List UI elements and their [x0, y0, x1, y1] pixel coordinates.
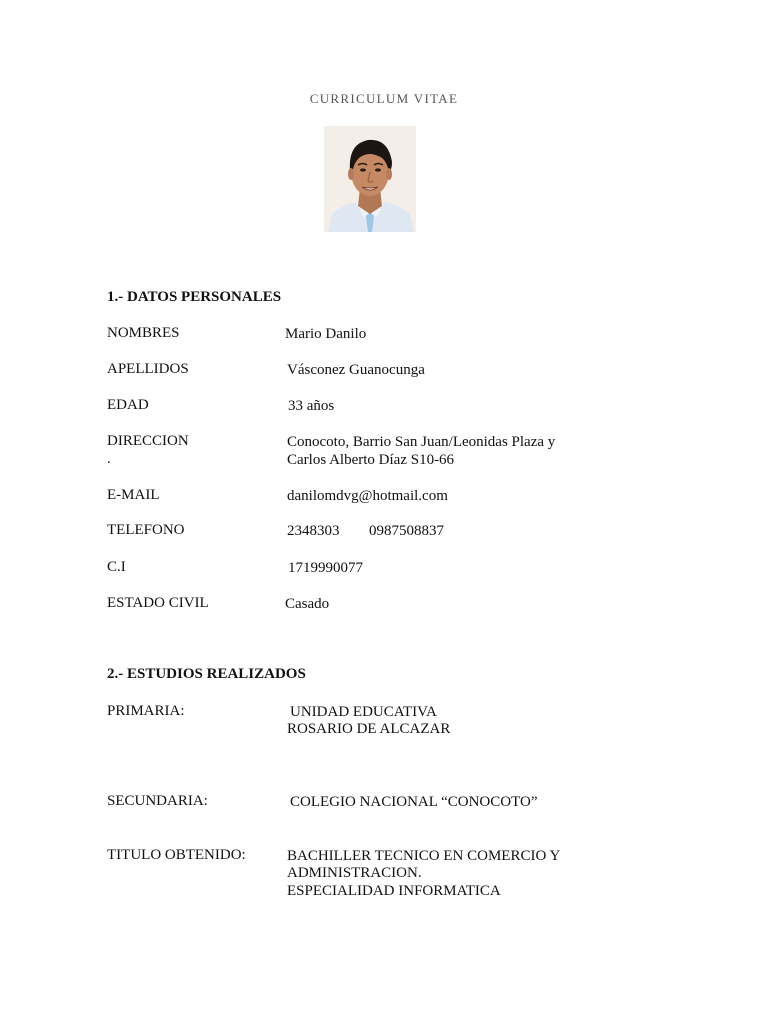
apellidos-label: APELLIDOS	[107, 361, 189, 377]
email-value: danilomdvg@hotmail.com	[287, 488, 448, 504]
secundaria-label: SECUNDARIA:	[107, 793, 208, 809]
edad-label: EDAD	[107, 397, 149, 413]
estado-civil-label: ESTADO CIVIL	[107, 595, 209, 611]
ci-value: 1719990077	[288, 560, 363, 576]
telefono-value-1: 2348303	[287, 523, 340, 539]
titulo-line-3: ESPECIALIDAD INFORMATICA	[287, 883, 501, 899]
secundaria-value: COLEGIO NACIONAL “CONOCOTO”	[290, 794, 538, 810]
primaria-line-2: ROSARIO DE ALCAZAR	[287, 721, 451, 737]
direccion-dot: .	[107, 451, 111, 467]
estado-civil-value: Casado	[285, 596, 330, 612]
ci-label: C.I	[107, 559, 126, 575]
portrait-icon	[324, 126, 416, 232]
direccion-line-2: Carlos Alberto Díaz S10-66	[287, 452, 455, 468]
direccion-label: DIRECCION	[107, 433, 189, 449]
edad-value: 33 años	[288, 398, 335, 414]
apellidos-value: Vásconez Guanocunga	[287, 362, 425, 378]
primaria-line-1: UNIDAD EDUCATIVA	[290, 704, 437, 720]
section-heading-studies: 2.- ESTUDIOS REALIZADOS	[107, 666, 306, 682]
titulo-label: TITULO OBTENIDO:	[107, 847, 246, 863]
titulo-line-1: BACHILLER TECNICO EN COMERCIO Y	[287, 848, 561, 864]
nombres-label: NOMBRES	[107, 325, 180, 341]
email-label: E-MAIL	[107, 487, 160, 503]
telefono-label: TELEFONO	[107, 522, 185, 538]
section-heading-personal: 1.- DATOS PERSONALES	[107, 289, 282, 305]
primaria-label: PRIMARIA:	[107, 703, 185, 719]
titulo-line-2: ADMINISTRACION.	[287, 865, 422, 881]
direccion-line-1: Conocoto, Barrio San Juan/Leonidas Plaza y	[287, 434, 556, 450]
nombres-value: Mario Danilo	[285, 326, 367, 342]
document-title: CURRICULUM VITAE	[309, 91, 459, 106]
telefono-value-2: 0987508837	[369, 523, 444, 539]
profile-photo	[324, 126, 416, 232]
